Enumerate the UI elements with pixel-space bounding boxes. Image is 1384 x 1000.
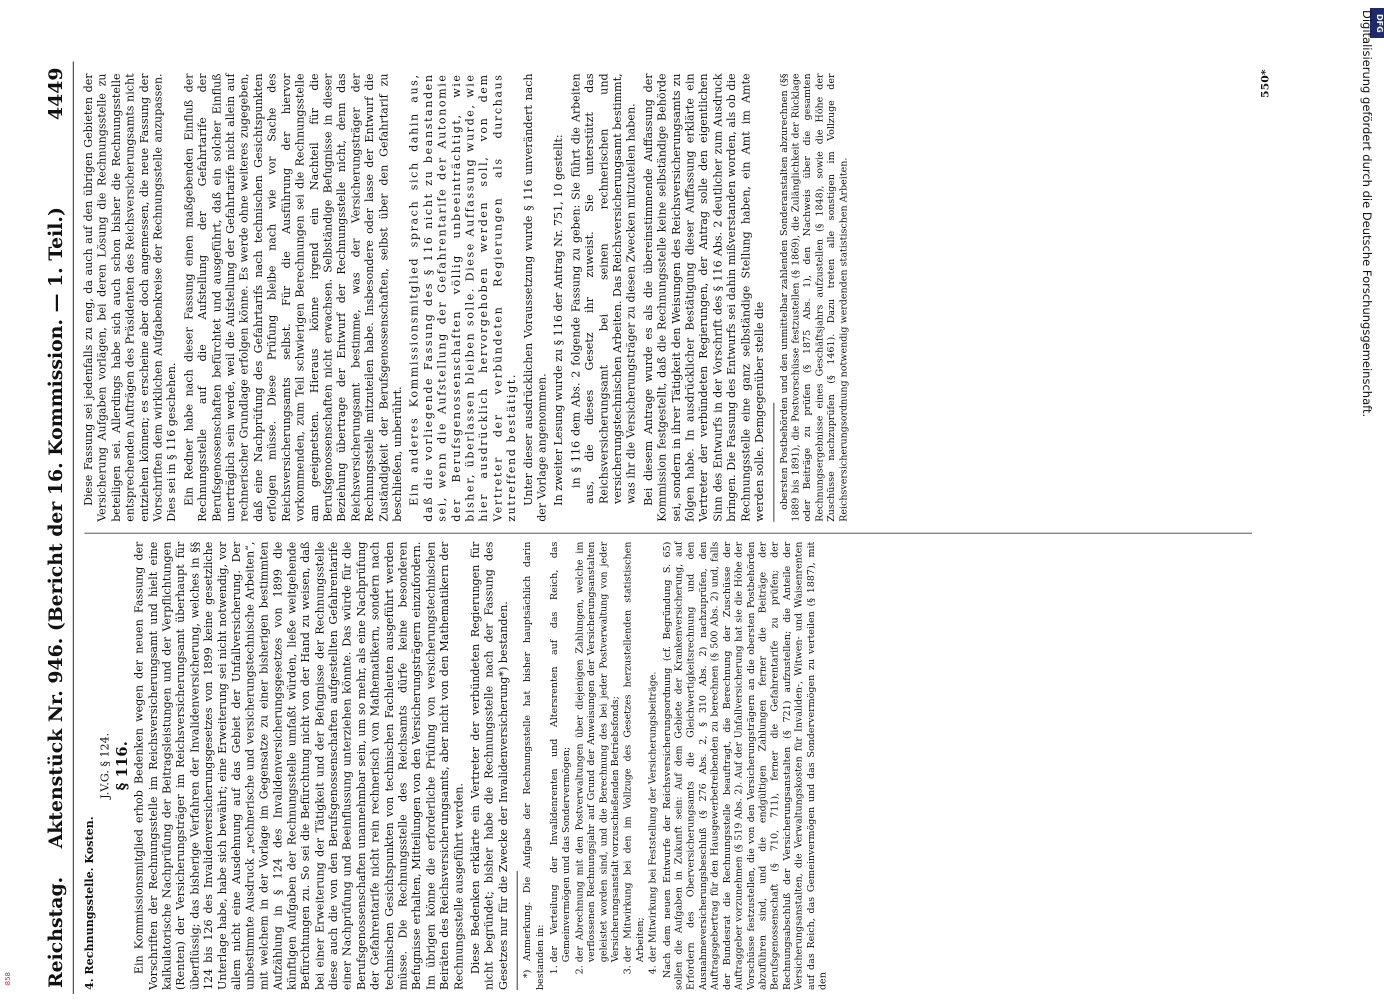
law-citation: J.V.G. § 124. [99,732,112,799]
body-paragraph: Unter dieser ausdrücklichen Voraussetzung wurde § 116 unverändert nach der Vorlage angenommen. [522,73,549,522]
document-page [40,62,1275,994]
left-column [82,542,832,990]
footnote-separator [773,403,774,522]
motion-text: in § 116 dem Abs. 2 folgende Fassung zu geben: Sie führt die Arbeiten aus, die dieses Gesetz ihr zuweist. Sie unterstützt das Reichsversicherungsamt bei seinen rechnerischen und versicherungstechnischen Arbeiten. Das Reichsversicherungsamt bestimmt, was ihr die Versicherungsträger zu diesen Zwecken mitzuteilen haben. [569,73,638,504]
footnote-continuation: Nach dem neuen Entwurfe der Reichsversicherungsordnung (cf. Begründung S. 65) sollen die Aufgaben in Zukunft sein: Auf dem Gebiete der Krankenversicherung, auf Erfordern des Oberversicherungsamts die Gleichwertigkeitsrechnung und den Ausnahmeversicherungsbeschluß (§ 276 Abs. 2, § 310 Abs. 2) nachzuprüfen, den Auftragsgebertrag für den Hausgewerbetreibenden zu berechnen (§ 500 Abs. 2) und, falls der Bundesrat die Rechnungsstelle beauftragt, die Berechnung der Zuschüsse der Auftraggeber vorzunehmen (§ 519 Abs. 2). Auf der Unfallversicherung hat sie die Höhe der Vorschüsse festzustellen, die von den Versicherungsträgern an die obersten Postbehörden abzuführen sind, und die endgültigen Zahlungen ferner die Beiträge der Berufsgenossenschaft (§ 710, 711), ferner die Gefahrentarife zu prüfen; der Rechnungsabschluß der Versicherungsanstalten (§ 721) aufzustellen; die Anteile der Versicherungsanstalten, die Verwaltungskosten für Invaliden-, Witwen- und Waisenrenten auf das Reich, das Gemeinvermögen und das Sondervermögen zu verteilen (§ 1887), mit den [662,541,829,991]
body-paragraph: Ein Kommissionsmitglied erhob Bedenken wegen der neuen Fassung der Vorschriften der Rechnungsstelle im Reichsversicherungsamt und hielt eine kalkulatorische Nachprüfung der Beitragsleistungen und der Verpflichtungen (Renten) der Versicherungsträger im Reichsversicherungsamt überhaupt für überflüssig; das bisherige Verfahren der Invalidenversicherung, welches in §§ 124 bis 126 des Invalidenversicherungsgesetzes von 1899 keine gesetzliche Unterlage habe, habe sich bewährt; eine Erweiterung sei nicht notwendig, vor allem nicht eine Ausdehnung auf das Gebiet der Unfallversicherung. Der unbestimmte Ausdruck „rechnerische und versicherungstechnische Arbeiten“, mit welchem in der Vorlage im Gegensatze zu einer bisherigen bestimmten Aufzählung in § 124 des Invalidenversicherungsgesetzes von 1899 die künftigen Aufgaben der Rechnungsstelle umfaßt würden, ließe weitgehende Befürchtungen zu. So sei die Befürchtung nicht von der Hand zu weisen, daß bei einer Erweiterung der Tätigkeit und der Befugnisse der Rechnungsstelle diese auch die von den Berufsgenossenschaften aufgestellten Gefahrentarife einer Nachprüfung und Beeinflussung unterziehen könnte. Das würde für die Berufsgenossenschaften unannehmbar sein, um so mehr, als eine Nachprüfung der Gefahrentarife nicht rein rechnerisch von Mathematikern, sondern nach technischen Gesichtspunkten von technischen Fachleuten ausgeführt werden müsse. Die Rechnungsstelle des Reichsamts dürfe keine besonderen Befugnisse erhalten, Mitteilungen von den Versicherungsträgern einzufordern. Im übrigen könne die erforderliche Prüfung von versicherungstechnischen Beiräten des Reichsversicherungsamts, aber nicht von den Mathematikern der Rechnungsstelle ausgeführt werden. [132,541,466,991]
footnote [779,73,851,521]
footnote-separator [517,871,518,990]
footnote-list [550,542,661,963]
body-paragraph: In zweiter Lesung wurde zu § 116 der Antrag Nr. 751, 10 gestellt: [552,134,566,506]
paragraph-heading: § 116. [113,741,131,791]
digitization-note: Digitalisierung gefördert durch die Deutsche Forschungsgemeinschaft. [1360,10,1374,418]
page-header [40,62,74,994]
page-footer: 550* [1258,69,1272,98]
body-paragraph: Ein anderes Kommissionsmitglied sprach sich dahin aus, daß die vorliegende Fassung des § 116 nicht zu beanstanden sei, wenn die Aufstellung der Gefahrentarife der Autonomie der Berufsgenossenschaften völlig unbeeinträchtigt, wie bisher, überlassen bleiben solle. Diese Auffassung wurde, wie hier ausdrücklich hervorgehoben werden soll, von dem Vertreter der verbündeten Regierungen als durchaus zutreffend bestätigt. [407,73,518,522]
body-paragraph: Ein Redner habe nach dieser Fassung einen maßgebenden Einfluß der Rechnungsstelle auf die Aufstellung der Gefahrtarife der Berufsgenossenschaften befürchtet und ausgeführt, daß ein solcher Einfluß unerträglich sein werde, weil die Aufstellung der Gefahrtarife nicht allein auf rechnerischer Grundlage erfolgen könne. Es werde ohne weiteres zugegeben, daß eine Nachprüfung des Gefahrtarifs nach technischen Gesichtspunkten erfolgen müsse. Diese Prüfung bleibe nach wie vor Sache des Reichsversicherungsamts selbst. Für die Ausführung der hiervor vorkommenden, zum Teil schwierigen Berechnungen sei die Rechnungsstelle am geeignetsten. Hieraus könne irgend ein Nachteil für die Berufsgenossenschaften nicht erwachsen. Selbständige Befugnisse in dieser Beziehung übertrage der Entwurf der Rechnungsstelle nicht, denn das Reichsversicherungsamt bestimme, was der Versicherungsträger der Rechnungsstelle mitzuteilen habe. Insbesondere oder lasse der Entwurf die Zuständigkeit der Berufsgenossenschaften, selbst über den Gefahrtarif zu beschließen, unberührt. [182,73,404,522]
footnote [523,542,830,990]
section-title: 4. Rechnungsstelle. Kosten. [82,816,96,991]
right-column [82,73,853,521]
dfg-logo: DFG [1370,8,1384,38]
body-paragraph: Diese Fassung sei jedenfalls zu eng, da auch auf den übrigen Gebieten der Versicherung Aufgaben vorlägen, bei deren Lösung die Rechnungsstelle zu beteiligen sei. Allerdings habe sich auch schon bisher die Rechnungsstelle entsprechenden Aufträgen des Präsidenten des Reichsversicherungsamts nicht entziehen können; es erscheine aber doch angemessen, die neue Fassung der Vorschriften dem wirklichen Aufgabenkreise der Rechnungsstelle anzupassen. Dies sei in § 116 geschehen. [82,73,179,522]
body-paragraph: Bei diesem Antrage wurde es als die übereinstimmende Auffassung der Kommission festgestellt, daß die Rechnungsstelle keine selbständige Behörde sei, sondern in ihrer Tätigkeit den Weisungen des Reichsversicherungsamts zu folgen habe. In ausdrücklicher Bestätigung dieser Auffassung erklärte ein Vertreter der verbündeten Regierungen, der Antrag solle den eigentlichen Sinn des Entwurfs in der Vorschrift des § 116 Abs. 2 deutlicher zum Ausdruck bringen. Die Fassung des Entwurfs sei dahin mißverstanden worden, als ob die Rechnungsstelle eine ganz selbständige Stellung haben, ein Amt im Amte werden solle. Demgegenüber stelle die [642,73,766,522]
header-reichstag: Reichstag. [45,876,68,989]
footnote-item: 1. der Verteilung der Invalidenrenten und Altersrenten auf das Reich, das Gemeinvermögen und das Sondervermögen; [550,542,574,963]
footnote-item: 3. der Mitwirkung bei den im Vollzuge des Gesetzes herzustellenden statistischen Arbeiten; [623,542,647,963]
column-divider [84,533,1252,534]
header-title: Aktenstück Nr. 946. (Bericht der 16. Kommission. — 1. Teil.) [45,207,68,849]
page-number: 4449 [45,67,68,120]
margin-tag: 858 [4,972,12,986]
footnote-intro: *) Anmerkung. Die Aufgabe der Rechnungsstelle hat bisher hauptsächlich darin bestanden in: [522,541,546,991]
body-paragraph: Diese Bedenken erklärte ein Vertreter der verbündeten Regierungen für nicht begründet; bisher habe die Rechnungsstelle nach der Fassung des Gesetzes nur für die Zwecke der Invalidenversicherung*) bestanden. [469,541,510,991]
footnote-item: 2. der Abrechnung mit den Postverwaltungen über diejenigen Zahlungen, welche im verflossenen Rechnungsjahr auf Grund der Anweisungen der Versicherungsanstalten geleistet worden sind, und die Berechnung des bei jeder Postverwaltung von jeder Versicherungsanstalt vorzuschießenden Betriebsfonds; [574,542,622,963]
footnote-item: 4. der Mitwirkung bei Feststellung der Versicherungsbeiträge. [648,542,660,963]
footnote-continuation: obersten Postbehörden und den unmittelbar zahlenden Sonderanstalten abzurechnen (§§ 1889 bis 1891), die Postvorschüsse festzustellen (§ 1869), die Zulänglichkeit der Rücklage oder Beiträge zu prüfen (§ 1875 Abs. 1), den Nachweis über die gesamten Rechnungsergebnisse eines Geschäftsjahrs aufzustellen (§ 1848), sowie die Höhe der Zuschüsse nachzuprüfen (§ 1461). Dazu treten alle sonstigen im Vollzuge der Reichsversicherungsordnung notwendig werdenden statistischen Arbeiten. [778,73,850,522]
